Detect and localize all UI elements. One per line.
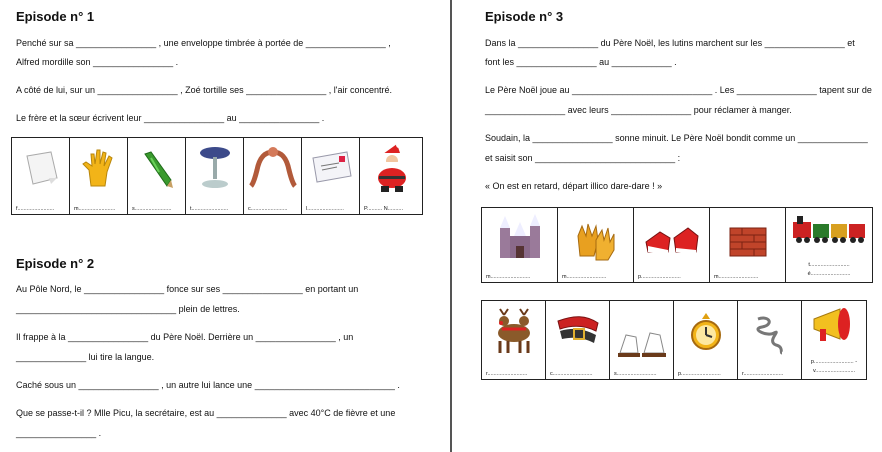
ep1-line-2: Alfred mordille son ________________ . (16, 57, 179, 67)
ep1-cell-7 (360, 138, 422, 214)
ep1-caption-2: m........................ (74, 206, 116, 212)
ep2-line-5: Caché sous un ________________ , un autre lui lance une ____________________________ . (16, 380, 400, 390)
ep3-row1-cell-1 (482, 208, 558, 282)
ep1-caption-3: s........................ (132, 206, 172, 212)
toy-train-icon (791, 212, 867, 248)
ep1-cell-6 (302, 138, 360, 214)
ep3-row1-caption-1: m.......................... (486, 274, 531, 280)
ep3-row1-caption-2: m.......................... (562, 274, 607, 280)
clock-icon (688, 311, 724, 355)
ep3-line-5: Soudain, la ________________ sonne minuit. Le Père Noël bondit comme un ______________ (485, 133, 868, 143)
spring-icon (752, 315, 788, 355)
ep3-row2-caption-6: p.......................... - (810, 359, 858, 365)
santa-icon (367, 142, 415, 194)
ep3-row2-cell-4 (674, 301, 738, 379)
ep3-row2-cell-2 (546, 301, 610, 379)
ep3-row1-cell-2 (558, 208, 634, 282)
ep3-row1-caption-3: p.......................... (638, 274, 681, 280)
wall-icon (728, 224, 768, 260)
ep3-image-strip-2 (481, 300, 867, 380)
paper-sheet-icon (21, 148, 61, 188)
episode-1-title: Episode n° 1 (16, 9, 95, 24)
reindeer-icon (490, 307, 538, 357)
ep3-row2-cell-1 (482, 301, 546, 379)
braids-icon (249, 146, 297, 192)
ep2-line-1: Au Pôle Nord, le ________________ fonce sur ses ________________ en portant un (16, 284, 359, 294)
gloves-icon (572, 216, 620, 264)
ep1-cell-1 (12, 138, 70, 214)
ep3-line-4: ________________ avec leurs ________________ pour réclamer à manger. (485, 105, 792, 115)
ep3-line-1: Dans la ________________ du Père Noël, les lutins marchent sur les ________________ et (485, 38, 855, 48)
ep3-row2-caption-2: c.......................... (550, 371, 593, 377)
slippers-icon (644, 222, 700, 262)
ep1-caption-4: t........................ (190, 206, 229, 212)
ep1-cell-5 (244, 138, 302, 214)
belt-icon (554, 311, 602, 351)
ep1-line-3: A côté de lui, sur un ________________ , Zoé tortille ses ________________ , l'air concentré. (16, 85, 392, 95)
ep3-row2-caption-1: r.......................... (486, 371, 528, 377)
episode-3-title: Episode n° 3 (485, 9, 564, 24)
ep2-line-7: ________________ . (16, 428, 102, 438)
ep2-line-3: Il frappe à la ________________ du Père Noël. Derrière un ________________ , un (16, 332, 354, 342)
hand-icon (79, 146, 119, 190)
ep3-row1-caption-4: m.......................... (714, 274, 759, 280)
castle-icon (494, 212, 546, 264)
letter-icon (309, 148, 353, 188)
ep1-caption-5: c........................ (248, 206, 288, 212)
ep2-line-2: ________________________________ plein de lettres. (16, 304, 240, 314)
ep1-cell-4 (186, 138, 244, 214)
ep3-row2-cell-5 (738, 301, 802, 379)
ep1-caption-7: P.......... N.......... (364, 206, 404, 212)
ep2-line-6: Que se passe-t-il ? Mlle Picu, la secrétaire, est au ______________ avec 40°C de fièvre et une (16, 408, 396, 418)
ep3-row2-cell-3 (610, 301, 674, 379)
megaphone-icon (810, 305, 858, 345)
ep3-image-strip-1 (481, 207, 873, 283)
ep3-line-2: font les ________________ au ____________ . (485, 57, 677, 67)
ep3-row1-caption-5b: é.......................... (807, 271, 851, 277)
ep3-row1-cell-4 (710, 208, 786, 282)
ep1-line-4: Le frère et la sœur écrivent leur ________________ au ________________ . (16, 113, 325, 123)
ep3-line-3: Le Père Noël joue au ____________________________ . Les ________________ tapent sur de (485, 85, 872, 95)
ep1-cell-2 (70, 138, 128, 214)
boots-icon (616, 325, 668, 359)
episode-2-title: Episode n° 2 (16, 256, 95, 271)
ep1-caption-1: f........................ (16, 206, 55, 212)
ep3-row2-caption-6b: v.......................... (812, 368, 856, 374)
pencil-icon (137, 146, 177, 190)
ep1-line-1: Penché sur sa ________________ , une enveloppe timbrée à portée de ________________ , (16, 38, 391, 48)
ep1-image-strip (11, 137, 423, 215)
ep3-line-7: « On est en retard, départ illico dare-dare ! » (485, 181, 663, 191)
ep3-row2-caption-3: s.......................... (614, 371, 657, 377)
stool-icon (195, 144, 235, 192)
ep3-row1-cell-3 (634, 208, 710, 282)
ep1-cell-3 (128, 138, 186, 214)
ep3-row1-cell-5 (786, 208, 872, 282)
ep3-line-6: et saisit son ____________________________ : (485, 153, 681, 163)
column-divider (450, 0, 452, 452)
ep3-row1-caption-5: t.......................... (808, 262, 850, 268)
ep3-row2-caption-5: r.......................... (742, 371, 784, 377)
ep3-row2-caption-4: p.......................... (678, 371, 721, 377)
ep3-row2-cell-6 (802, 301, 866, 379)
ep1-caption-6: l........................ (306, 206, 344, 212)
ep2-line-4: ______________ lui tire la langue. (16, 352, 155, 362)
